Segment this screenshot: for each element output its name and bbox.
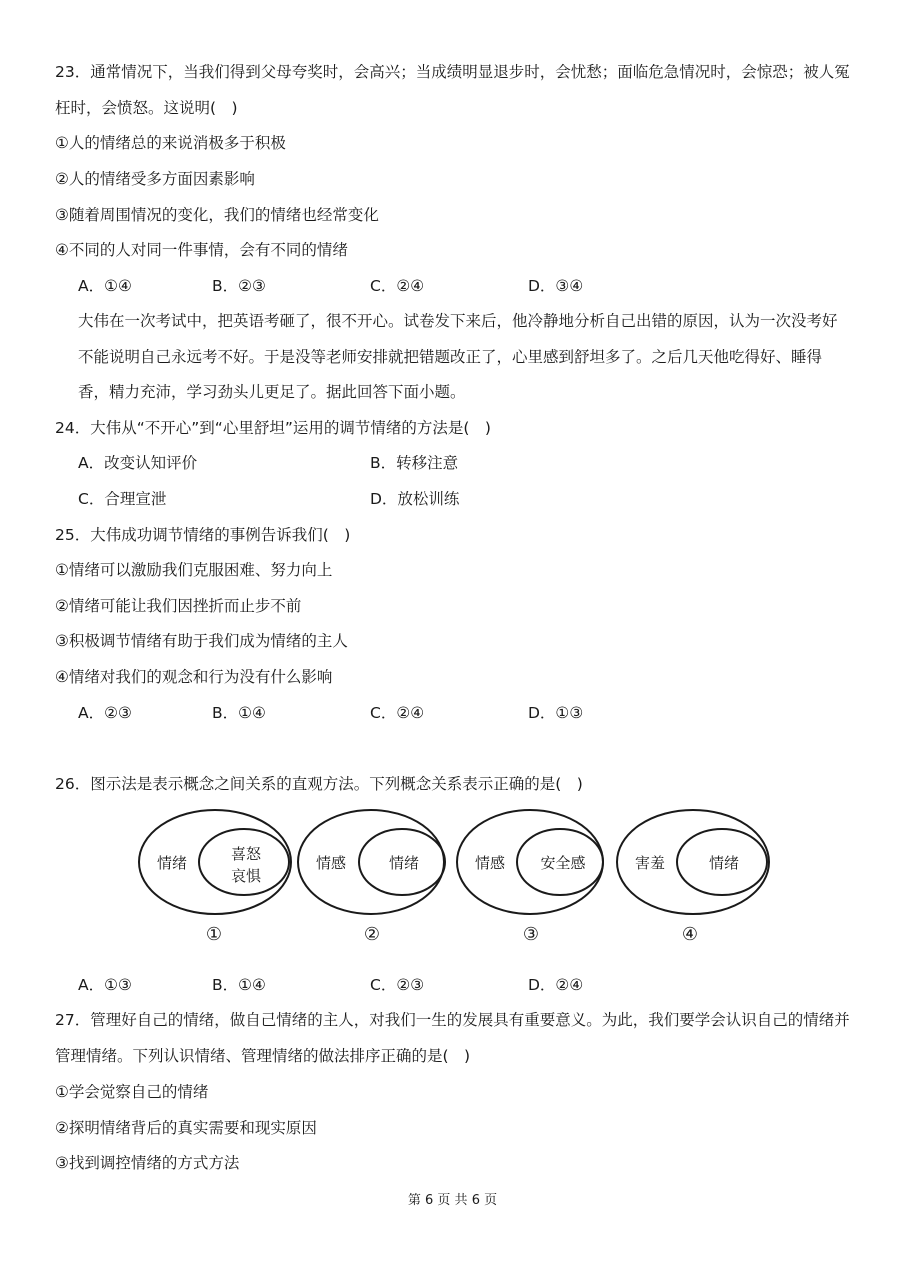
q23-statement-3: ③随着周围情况的变化，我们的情绪也经常变化 — [55, 206, 379, 224]
q23-option-b: B．②③ — [212, 277, 266, 295]
q27-stem: 27．管理好自己的情绪，做自己情绪的主人，对我们一生的发展具有重要意义。为此，我们要学会认识自己的情绪并管理情绪。下列认识情绪、管理情绪的做法排序正确的是( ) — [55, 1011, 850, 1065]
concept-diagrams — [0, 805, 905, 950]
diagram-2-inner-label: 情绪 — [388, 854, 420, 872]
diagram-2-outer-label: 情感 — [315, 854, 347, 872]
q23-stem: 23．通常情况下，当我们得到父母夸奖时，会高兴；当成绩明显退步时，会忧愁；面临危急情况时，会惊恐；被人冤枉时，会愤怒。这说明( ) — [55, 63, 850, 117]
diagram-3-number: ③ — [522, 924, 540, 945]
q26-option-b: B．①④ — [212, 976, 266, 994]
q24-option-d: D．放松训练 — [370, 490, 460, 508]
diagram-1-inner-label-line1: 喜怒 — [230, 845, 262, 863]
q26-option-a: A．①③ — [78, 976, 132, 994]
q25-statement-1: ①情绪可以激励我们克服困难、努力向上 — [55, 561, 333, 579]
q27-statement-2: ②探明情绪背后的真实需要和现实原因 — [55, 1119, 317, 1137]
q24-stem: 24．大伟从“不开心”到“心里舒坦”运用的调节情绪的方法是( ) — [55, 419, 491, 437]
q25-option-a: A．②③ — [78, 704, 132, 722]
q25-stem: 25．大伟成功调节情绪的事例告诉我们( ) — [55, 526, 351, 544]
diagram-1-number: ① — [205, 924, 223, 945]
q24-option-b: B．转移注意 — [370, 454, 459, 472]
page-footer: 第 6 页 共 6 页 — [407, 1193, 498, 1208]
q25-option-d: D．①③ — [528, 704, 584, 722]
q27-statement-1: ①学会觉察自己的情绪 — [55, 1083, 209, 1101]
q25-statement-3: ③积极调节情绪有助于我们成为情绪的主人 — [55, 632, 348, 650]
q25-statement-2: ②情绪可能让我们因挫折而止步不前 — [55, 597, 302, 615]
reading-passage: 大伟在一次考试中，把英语考砸了，很不开心。试卷发下来后，他冷静地分析自己出错的原因，认为一次没考好不能说明自己永远考不好。于是没等老师安排就把错题改正了，心里感到舒坦多了。之后几天他吃得好、睡得香，精力充沛，学习劲头儿更足了。据此回答下面小题。 — [78, 312, 838, 401]
q25-option-c: C．②④ — [370, 704, 425, 722]
diagram-2-number: ② — [363, 924, 381, 945]
diagram-1-inner-label-line2: 哀惧 — [230, 867, 262, 885]
q23-statement-2: ②人的情绪受多方面因素影响 — [55, 170, 255, 188]
diagram-4-number: ④ — [681, 924, 699, 945]
diagram-4-outer-label: 害羞 — [634, 854, 666, 872]
q26-stem: 26．图示法是表示概念之间关系的直观方法。下列概念关系表示正确的是( ) — [55, 775, 583, 793]
q24-option-c: C．合理宣泄 — [78, 490, 167, 508]
q23-statement-1: ①人的情绪总的来说消极多于积极 — [55, 134, 286, 152]
q23-option-d: D．③④ — [528, 277, 584, 295]
q26-option-d: D．②④ — [528, 976, 584, 994]
q27-statement-3: ③找到调控情绪的方式方法 — [55, 1154, 240, 1172]
q25-statement-4: ④情绪对我们的观念和行为没有什么影响 — [55, 668, 333, 686]
diagram-3-inner-label: 安全感 — [540, 854, 586, 872]
diagram-1-outer-label: 情绪 — [156, 854, 188, 872]
q26-option-c: C．②③ — [370, 976, 425, 994]
q23-statement-4: ④不同的人对同一件事情，会有不同的情绪 — [55, 241, 348, 259]
q23-option-a: A．①④ — [78, 277, 132, 295]
diagram-3-outer-label: 情感 — [474, 854, 506, 872]
q25-option-b: B．①④ — [212, 704, 266, 722]
diagram-4-inner-label: 情绪 — [708, 854, 740, 872]
q24-option-a: A．改变认知评价 — [78, 454, 198, 472]
q23-option-c: C．②④ — [370, 277, 425, 295]
